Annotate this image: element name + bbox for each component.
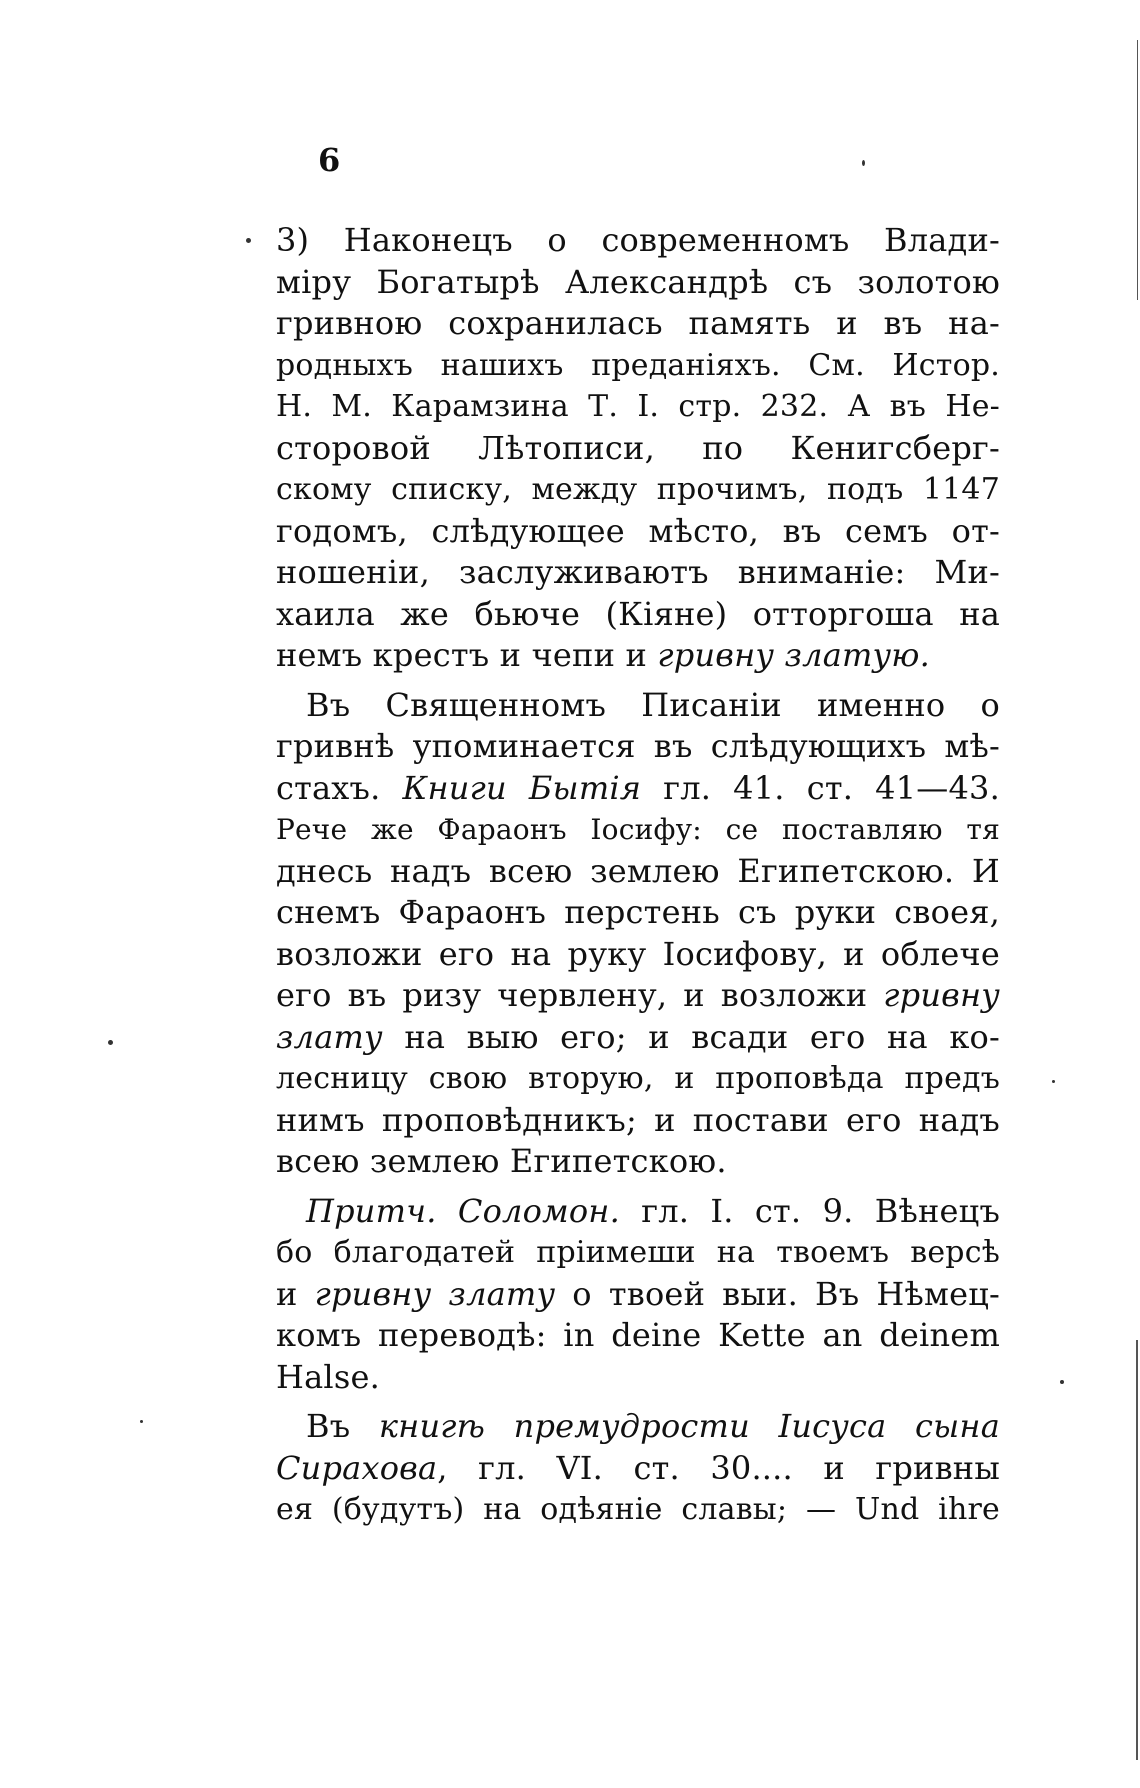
italic-phrase: гривну златую. [657, 636, 931, 674]
text-line: нимъ проповѣдникъ; и постави его надъ [276, 1100, 1000, 1139]
text-line: скому списку, между прочимъ, подъ 1147 [276, 472, 1000, 507]
text-line: гривною сохранилась память и въ на- [276, 304, 1000, 342]
text-line: комъ переводѣ: in deine Kette an deinem [276, 1316, 1000, 1354]
scan-speck [1060, 1380, 1064, 1384]
text-line: 3) Наконецъ о современномъ Влади- [276, 221, 1000, 259]
body-text [276, 220, 1000, 1531]
scan-speck [862, 160, 865, 166]
italic-phrase: гривну злату [314, 1274, 556, 1313]
text-line: его въ ризу червлену, и возложи гривну [276, 976, 1000, 1014]
text-line: возложи его на руку Іосифову, и облече [276, 934, 1000, 973]
text-line: бо благодатей пріимеши на твоемъ версѣ [276, 1235, 1000, 1270]
italic-phrase: книгѣ премудрости Іисуса сына [378, 1407, 1000, 1445]
text-line: Въ книгѣ премудрости Іисуса сына [306, 1407, 1000, 1445]
page-edge-shadow [1137, 40, 1138, 300]
page-number: 6 [318, 141, 341, 179]
italic-phrase: Книги Бытія [402, 768, 642, 807]
text-line: всею землею Египетскою. [276, 1142, 727, 1180]
italic-phrase: Притч. Соломон. [306, 1191, 620, 1230]
text-line: Рече же Фараонъ Іосифу: се поставляю тя [276, 813, 1000, 846]
italic-phrase: гривну [883, 976, 1000, 1014]
text-line: сторовой Лѣтописи, по Кенигсберг- [276, 428, 1000, 467]
italic-phrase: Сирахова [276, 1448, 438, 1487]
text-line: хаила же бьюче (Кіяне) отторгоша на [276, 594, 1000, 633]
text-line: Halse. [276, 1357, 380, 1396]
text-line: стахъ. Книги Бытія гл. 41. ст. 41—43. [276, 768, 1000, 807]
text-line: Н. М. Карамзина Т. І. стр. 232. А въ Не- [276, 389, 1000, 424]
text-line: лесницу свою вторую, и проповѣда предъ [276, 1061, 1000, 1096]
text-line: снемъ Фараонъ перстень съ руки своея, [276, 893, 1000, 931]
text-line: Въ Священномъ Писаніи именно о [306, 685, 1000, 724]
text-line: Сирахова, гл. VI. ст. 30.... и гривны [276, 1448, 1000, 1487]
text-line: немъ крестъ и чепи и гривну златую. [276, 636, 931, 674]
text-line: Притч. Соломон. гл. І. ст. 9. Вѣнецъ [306, 1191, 1001, 1230]
text-line: міру Богатырѣ Александрѣ съ золотою [276, 262, 1000, 301]
page-edge-shadow [1136, 1340, 1138, 1760]
text-line: родныхъ нашихъ преданіяхъ. См. Истор. [276, 347, 1000, 383]
text-line: гривнѣ упоминается въ слѣдующихъ мѣ- [276, 727, 1000, 765]
text-line: злату на выю его; и всади его на ко- [276, 1017, 1000, 1056]
scan-speck [140, 1420, 143, 1423]
text-line: ношеніи, заслуживаютъ вниманіе: Ми- [276, 553, 1000, 591]
text-line: ея (будутъ) на одѣяніе славы; — Und ihre [276, 1492, 1000, 1527]
scan-speck [1052, 1080, 1055, 1083]
scan-speck [108, 1040, 113, 1045]
scan-speck [246, 238, 251, 243]
text-line: годомъ, слѣдующее мѣсто, въ семъ от- [276, 511, 1000, 550]
italic-phrase: злату [276, 1017, 383, 1056]
text-line: днесь надъ всею землею Египетскою. И [276, 851, 1000, 890]
text-line: и гривну злату о твоей выи. Въ Нѣмец- [276, 1274, 1000, 1313]
